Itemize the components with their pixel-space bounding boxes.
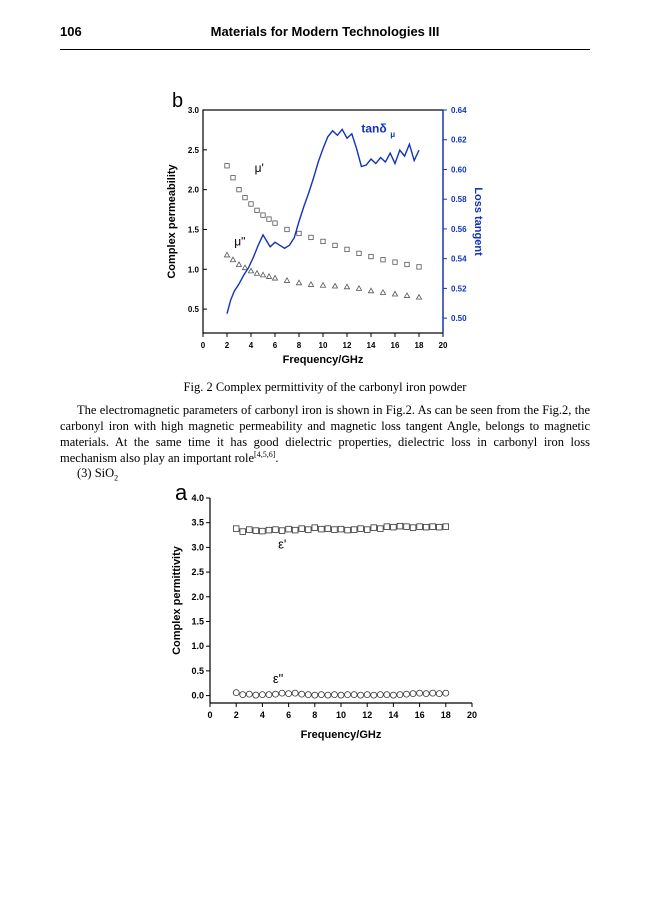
figure-a-axes [171, 480, 477, 741]
x-tick-label: 8 [296, 341, 302, 350]
x-tick-label: 4 [248, 341, 254, 350]
eps-double-point [266, 692, 272, 698]
eps-prime-point [358, 526, 364, 532]
eps-prime-point [319, 526, 325, 532]
y2-tick-label: 0.58 [451, 195, 467, 205]
eps-double-label: ε" [272, 671, 284, 687]
mu-prime-point [285, 227, 289, 231]
eps-double-point [397, 692, 403, 698]
eps-double-point [364, 692, 370, 698]
mu-prime-point [357, 251, 361, 255]
x-tick-label: 8 [312, 710, 318, 720]
y2-tick-label: 0.54 [451, 254, 467, 264]
panel-label: b [172, 90, 184, 112]
eps-prime-point [233, 526, 239, 532]
eps-prime-point [443, 524, 449, 530]
mu-double-point [416, 295, 421, 300]
eps-prime-point [299, 526, 305, 532]
mu-double-point [230, 257, 235, 262]
eps-double-point [312, 692, 318, 698]
y-tick-label: 3.0 [191, 542, 204, 553]
eps-double-point [286, 691, 292, 697]
mu-prime-point [405, 262, 409, 266]
page-header [60, 24, 590, 44]
x-tick-label: 6 [272, 341, 278, 350]
mu-prime-point [231, 175, 235, 179]
eps-double-point [377, 692, 383, 698]
mu-double-point [224, 252, 229, 257]
mu-double-point [260, 272, 265, 277]
mu-double-point [296, 280, 301, 285]
body-paragraph [60, 402, 590, 466]
y-tick-label: 0.5 [187, 305, 199, 315]
y-tick-label: 0.0 [191, 690, 204, 701]
paragraph-text: The electromagnetic parameters of carbonyl iron is shown in Fig.2. As can be seen from the Fig.2, the carbonyl iron with high magnetic permeability and magnetic loss tangent Angle, belongs to magnetic materials. At the same time it has good dielectric properties, dielectric loss in carbonyl iron loss mechanism also play an important role [60, 403, 590, 465]
eps-double-point [240, 692, 246, 698]
mu-prime-point [261, 213, 265, 217]
tan-delta-label: tanδ [361, 121, 387, 136]
eps-double-point [384, 692, 390, 698]
x-tick-label: 16 [390, 341, 400, 350]
y2-tick-label: 0.62 [451, 135, 467, 145]
journal-title: Materials for Modern Technologies III [210, 24, 440, 39]
mu-double-point [272, 275, 277, 280]
x-tick-label: 10 [335, 710, 347, 720]
eps-prime-point [240, 529, 246, 535]
eps-prime-point [351, 527, 357, 533]
x-tick-label: 12 [362, 710, 373, 720]
x-tick-label: 14 [366, 341, 376, 350]
mu-prime-point [273, 221, 277, 225]
y2-tick-label: 0.52 [451, 284, 467, 294]
eps-double-point [325, 692, 331, 698]
mu-prime-point [381, 258, 385, 262]
x-tick-label: 6 [286, 710, 292, 720]
mu-prime-point [393, 260, 397, 264]
y-tick-label: 2.5 [191, 567, 204, 578]
x-tick-label: 18 [440, 710, 451, 720]
mu-double-point [266, 274, 271, 279]
eps-double-point [259, 692, 265, 698]
eps-double-point [410, 691, 416, 697]
citation: [4,5,6] [254, 449, 276, 459]
y2-tick-label: 0.50 [451, 314, 467, 324]
mu-double-point [236, 262, 241, 267]
eps-prime-point [417, 524, 423, 530]
eps-double-point [443, 690, 449, 696]
figure-b [160, 85, 510, 370]
mu-double-point [248, 268, 253, 273]
y2-tick-label: 0.60 [451, 165, 467, 175]
eps-prime-point [345, 527, 351, 533]
mu-double-point [284, 278, 289, 283]
x-tick-label: 2 [224, 341, 230, 350]
x-axis-label: Frequency/GHz [282, 354, 364, 366]
y2-axis-label: Loss tangent [472, 187, 484, 256]
x-tick-label: 4 [259, 710, 265, 720]
eps-prime-point [292, 527, 298, 533]
mu-prime-point [417, 265, 421, 269]
figure-b-axes [166, 90, 484, 366]
tan-delta-line [227, 129, 419, 313]
x-tick-label: 14 [388, 710, 399, 720]
eps-double-point [404, 691, 410, 697]
x-tick-label: 12 [342, 341, 352, 350]
y-tick-label: 1.5 [187, 225, 199, 235]
eps-prime-point [404, 524, 410, 530]
x-tick-label: 18 [414, 341, 424, 350]
y-tick-label: 2.5 [187, 145, 199, 155]
eps-double-point [305, 692, 311, 698]
y2-tick-label: 0.64 [451, 106, 467, 115]
mu-double-point [254, 271, 259, 276]
eps-double-point [292, 690, 298, 696]
eps-prime-point [391, 524, 397, 530]
y-tick-label: 0.5 [191, 665, 204, 676]
section-heading [77, 466, 118, 483]
mu-double-point [392, 291, 397, 296]
eps-double-point [331, 692, 337, 698]
eps-double-point [390, 692, 396, 698]
eps-prime-point [410, 525, 416, 531]
eps-prime-point [384, 524, 390, 530]
eps-prime-point [430, 524, 436, 530]
mu-prime-point [309, 235, 313, 239]
mu-double-point [368, 288, 373, 293]
eps-prime-point [397, 523, 403, 529]
eps-prime-point [371, 525, 377, 531]
eps-double-point [436, 691, 442, 697]
mu-prime-point [321, 239, 325, 243]
y-axis-label: Complex permittivity [171, 546, 183, 655]
eps-double-point [279, 690, 285, 696]
page-number: 106 [60, 24, 82, 39]
eps-prime-point [286, 526, 292, 532]
eps-double-point [246, 691, 252, 697]
x-tick-label: 20 [438, 341, 448, 350]
x-tick-label: 0 [200, 341, 206, 350]
y-tick-label: 4.0 [191, 493, 204, 503]
header-rule [60, 49, 590, 50]
eps-prime-point [247, 527, 253, 533]
mu-double-point [380, 290, 385, 295]
eps-prime-label: ε' [278, 536, 287, 552]
x-tick-label: 2 [233, 710, 239, 720]
mu-prime-point [237, 187, 241, 191]
plot-frame [203, 110, 443, 333]
mu-double-point [356, 286, 361, 291]
eps-prime-point [279, 528, 285, 534]
mu-prime-point [369, 254, 373, 258]
mu-double-label: μ" [234, 234, 246, 249]
figure-a [165, 478, 485, 746]
mu-prime-point [255, 208, 259, 212]
mu-double-point [404, 293, 409, 298]
mu-double-point [242, 265, 247, 270]
mu-prime-point [345, 247, 349, 251]
mu-prime-label: μ' [254, 161, 264, 176]
eps-double-point [338, 692, 344, 698]
eps-double-point [351, 692, 357, 698]
eps-double-point [273, 691, 279, 697]
mu-double-point [344, 284, 349, 289]
eps-double-point [299, 691, 305, 697]
y-tick-label: 2.0 [191, 591, 204, 602]
eps-double-point [358, 692, 364, 698]
x-tick-label: 16 [414, 710, 425, 720]
eps-prime-point [312, 525, 318, 531]
mu-prime-point [297, 231, 301, 235]
y-tick-label: 1.0 [191, 641, 204, 652]
eps-prime-point [338, 526, 344, 532]
eps-prime-point [378, 526, 384, 532]
eps-double-point [345, 692, 351, 698]
tan-delta-subscript: μ [390, 130, 396, 140]
mu-prime-point [267, 217, 271, 221]
eps-prime-point [332, 527, 338, 533]
figure-b-chart [160, 85, 510, 370]
mu-double-point [308, 282, 313, 287]
figure-caption: Fig. 2 Complex permittivity of the carbonyl iron powder [183, 380, 467, 394]
section-label: (3) SiO [77, 466, 115, 480]
y-tick-label: 2.0 [187, 185, 199, 195]
x-tick-label: 20 [466, 710, 478, 720]
y-axis-label: Complex permeability [166, 164, 178, 279]
eps-double-point [430, 690, 436, 696]
y-tick-label: 3.5 [191, 517, 204, 528]
eps-prime-point [260, 528, 266, 534]
mu-double-point [332, 283, 337, 288]
section-sub: 2 [114, 473, 119, 483]
y2-tick-label: 0.56 [451, 224, 467, 234]
y-tick-label: 1.0 [187, 265, 199, 275]
eps-double-point [318, 692, 324, 698]
mu-prime-point [225, 164, 229, 168]
eps-prime-point [273, 527, 279, 533]
x-tick-label: 0 [207, 710, 213, 720]
eps-prime-point [364, 527, 370, 533]
eps-prime-point [325, 526, 331, 532]
eps-double-point [371, 692, 377, 698]
eps-double-point [423, 691, 429, 697]
eps-prime-point [423, 524, 429, 530]
paragraph-end: . [275, 451, 279, 465]
mu-prime-point [243, 195, 247, 199]
panel-label: a [175, 480, 188, 505]
eps-double-point [233, 690, 239, 696]
x-tick-label: 10 [318, 341, 328, 350]
mu-prime-point [333, 243, 337, 247]
eps-prime-point [436, 524, 442, 530]
x-axis-label: Frequency/GHz [300, 729, 382, 741]
figure-a-chart [165, 478, 485, 746]
eps-prime-point [305, 527, 311, 533]
mu-double-point [320, 283, 325, 288]
y-tick-label: 3.0 [187, 106, 199, 115]
eps-double-point [253, 692, 259, 698]
mu-prime-point [249, 202, 253, 206]
eps-double-point [417, 690, 423, 696]
eps-prime-point [266, 527, 272, 533]
eps-prime-point [253, 528, 259, 534]
y-tick-label: 1.5 [191, 616, 204, 627]
